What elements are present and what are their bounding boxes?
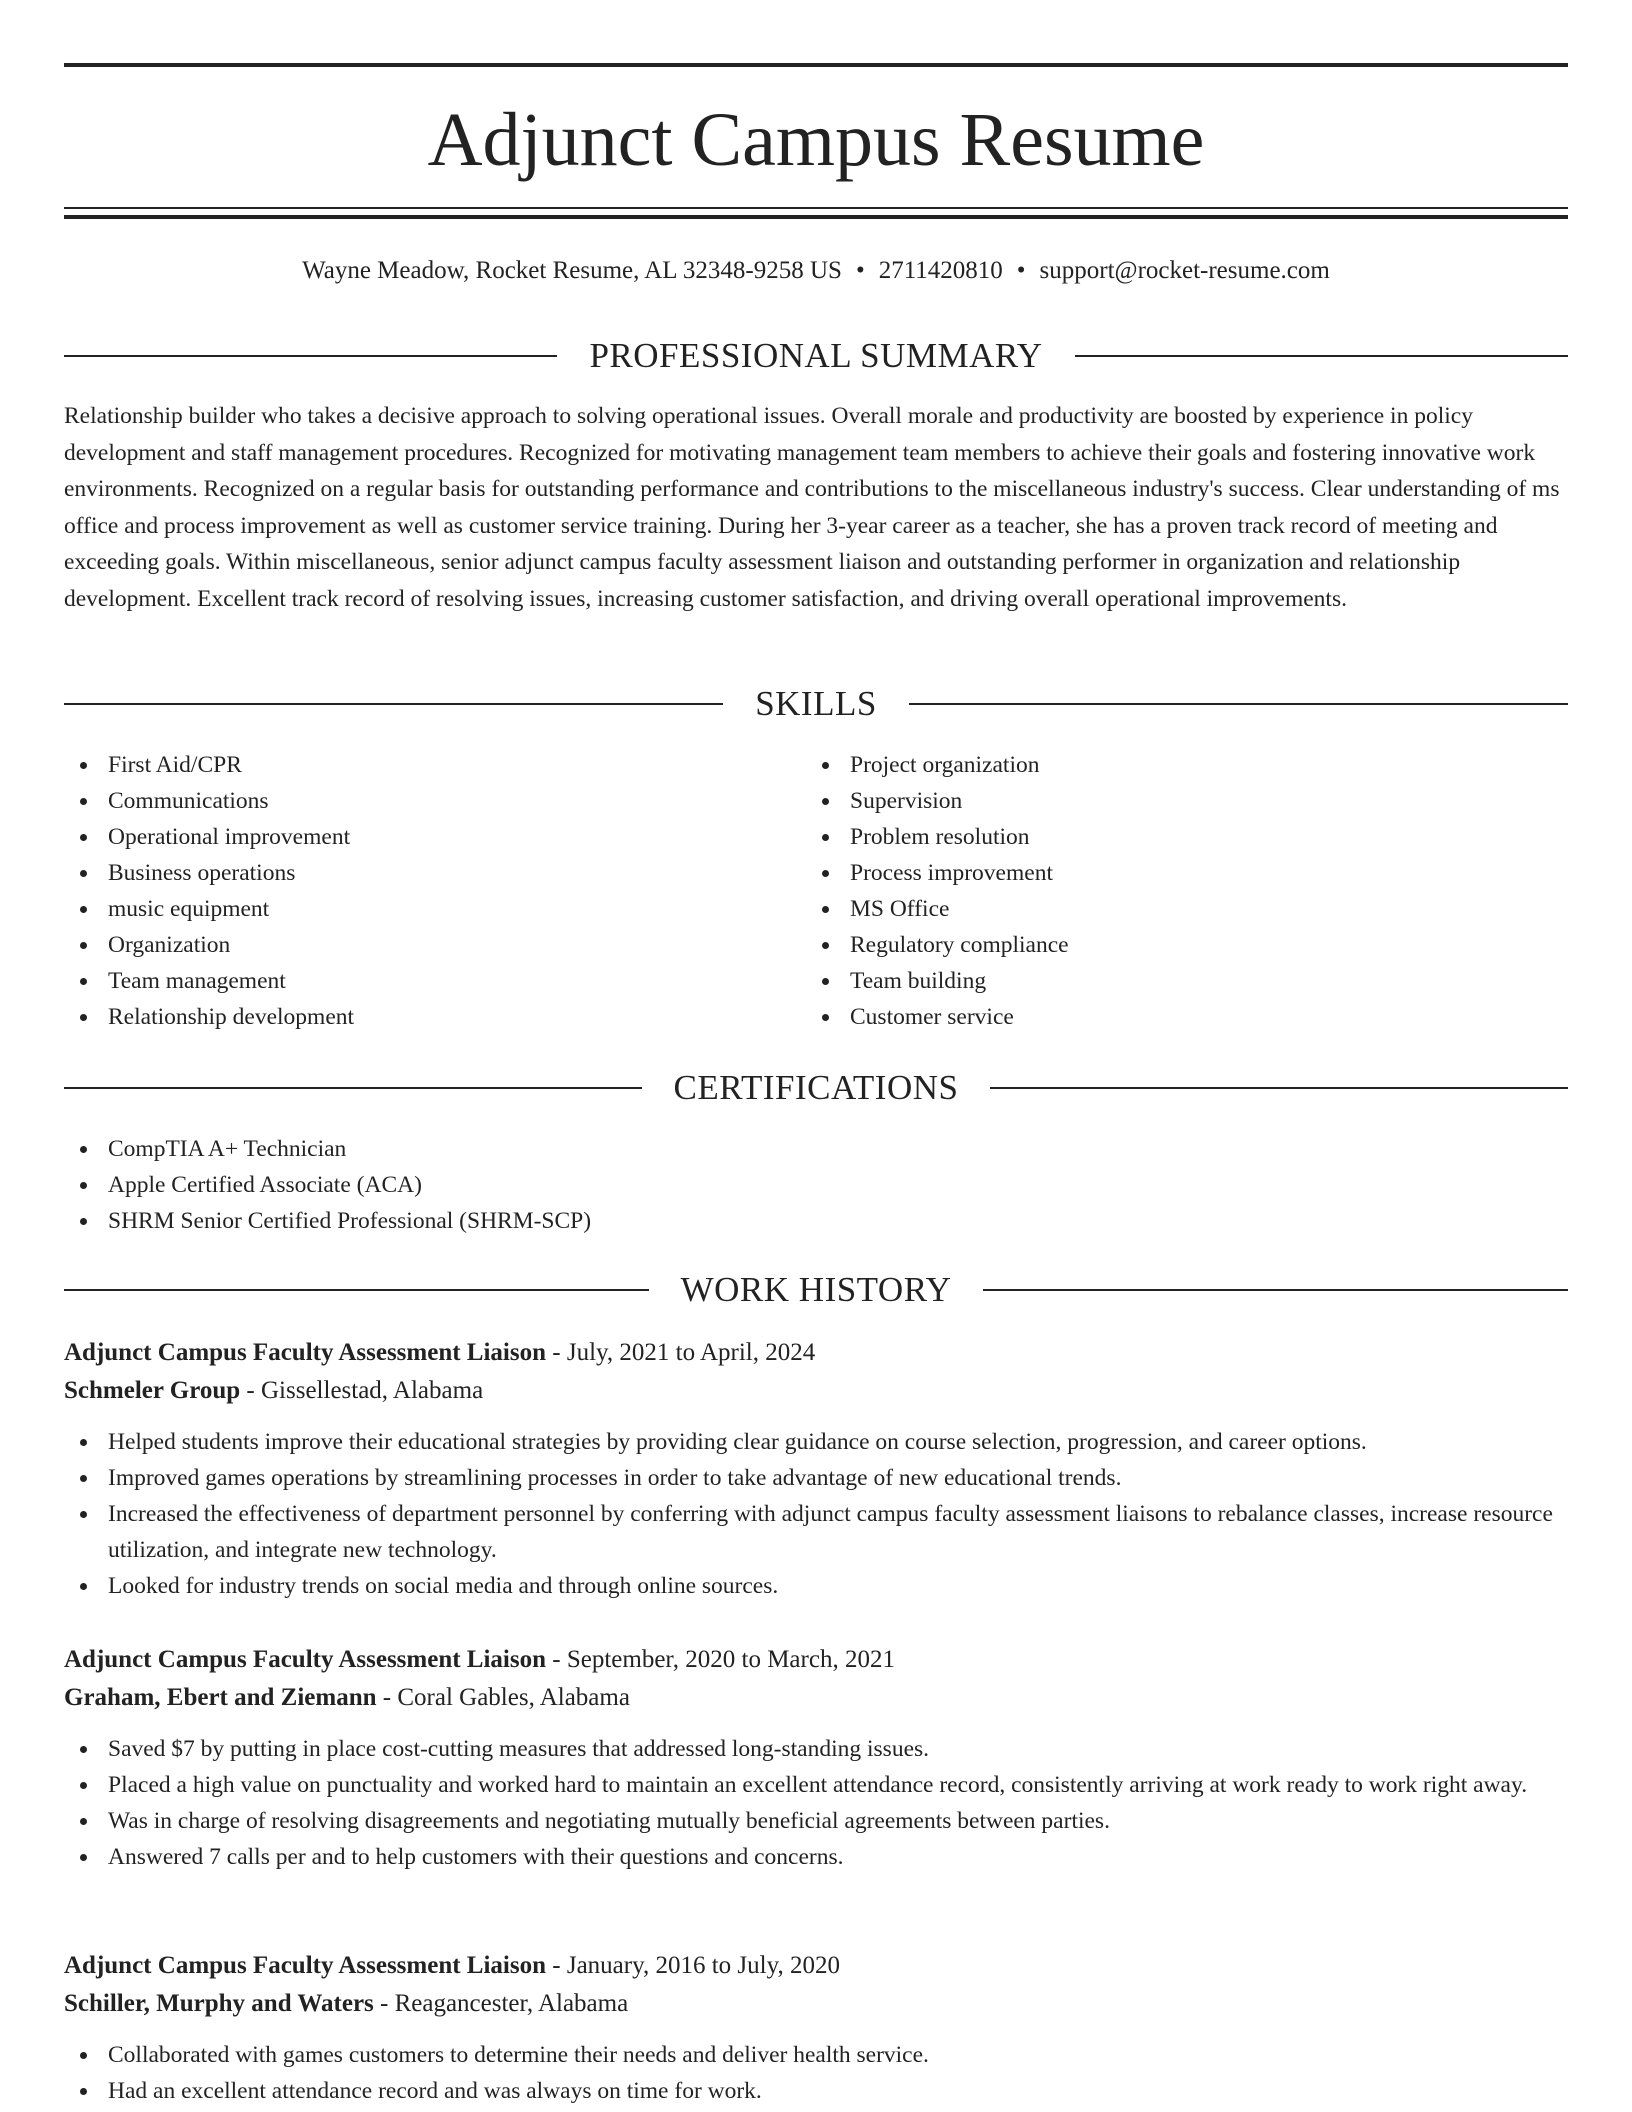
section-title-summary: PROFESSIONAL SUMMARY [589,336,1043,375]
skill-item: Business operations [64,855,804,891]
certifications-list [64,1131,1568,1239]
skill-item: music equipment [64,891,804,927]
skill-item: Organization [64,927,804,963]
section-title-certifications: CERTIFICATIONS [673,1068,959,1107]
job-location: - Coral Gables, Alabama [376,1684,630,1711]
job-location: - Reagancester, Alabama [373,1990,629,2017]
job-company: Schiller, Murphy and Waters [64,1990,374,2017]
job-bullets [64,1424,1568,1604]
header-rule-lower [64,215,1568,219]
job-bullet: Increased the effectiveness of department personnel by conferring with adjunct campus faculty assessment liaisons to rebalance classes, increase resource utilization, and integrate new technology. [64,1496,1568,1568]
page-title: Adjunct Campus Resume [427,98,1205,182]
job-company: Schmeler Group [64,1377,241,1404]
section-title-skills: SKILLS [755,684,877,723]
job-title: Adjunct Campus Faculty Assessment Liaison [64,1646,547,1673]
job-company: Graham, Ebert and Ziemann [64,1684,377,1711]
job-bullet: Saved $7 by putting in place cost-cutting measures that addressed long-standing issues. [64,1731,1568,1767]
certification-item: CompTIA A+ Technician [64,1131,1568,1167]
contact-separator: • [1016,257,1026,284]
header-rule-upper [64,207,1568,209]
contact-email[interactable]: support@rocket-resume.com [1039,257,1330,284]
contact-line [64,254,1568,288]
section-header-certifications [64,1066,1568,1110]
skill-item: Relationship development [64,999,804,1035]
section-header-skills [64,682,1568,726]
job-title: Adjunct Campus Faculty Assessment Liaison [64,1339,547,1366]
job-bullet: Had an excellent attendance record and was always on time for work. [64,2073,1568,2109]
job-title: Adjunct Campus Faculty Assessment Liaison [64,1952,547,1979]
job-bullets [64,2037,1568,2109]
section-rule-right [990,1087,1568,1089]
skill-item: Process improvement [806,855,1546,891]
job-dates: - September, 2020 to March, 2021 [546,1646,895,1673]
job-dates: - January, 2016 to July, 2020 [546,1952,840,1979]
section-title-work-history: WORK HISTORY [680,1270,952,1309]
skill-item: Operational improvement [64,819,804,855]
section-rule-right [909,703,1568,705]
certification-item: SHRM Senior Certified Professional (SHRM-SCP) [64,1203,1568,1239]
skills-list-right [806,747,1546,1035]
skills-list-left [64,747,804,1035]
section-rule-right [983,1289,1568,1291]
job-employer-line [64,1372,1568,1410]
job-bullet: Answered 7 calls per and to help customers with their questions and concerns. [64,1839,1568,1875]
contact-separator: • [855,257,865,284]
job-title-line [64,1947,1568,1985]
skill-item: MS Office [806,891,1546,927]
section-rule-left [64,703,723,705]
contact-phone: 2711420810 [878,257,1003,284]
job-entry [64,1334,1568,1604]
job-bullet: Helped students improve their educational strategies by providing clear guidance on course selection, progression, and career options. [64,1424,1568,1460]
section-header-work-history [64,1268,1568,1312]
job-entry [64,1947,1568,2109]
section-rule-left [64,1087,642,1089]
job-bullets [64,1731,1568,1875]
skill-item: Team building [806,963,1546,999]
skill-item: Problem resolution [806,819,1546,855]
certification-item: Apple Certified Associate (ACA) [64,1167,1568,1203]
job-title-line [64,1641,1568,1679]
contact-address: Wayne Meadow, Rocket Resume, AL 32348-9258 US [302,257,842,284]
section-rule-right [1075,355,1568,357]
skill-item: Customer service [806,999,1546,1035]
job-bullet: Looked for industry trends on social media and through online sources. [64,1568,1568,1604]
job-employer-line [64,1679,1568,1717]
job-bullet: Was in charge of resolving disagreements and negotiating mutually beneficial agreements between parties. [64,1803,1568,1839]
skill-item: First Aid/CPR [64,747,804,783]
header-top-rule [64,63,1568,67]
section-rule-left [64,1289,649,1291]
job-bullet: Placed a high value on punctuality and worked hard to maintain an excellent attendance record, consistently arriving at work ready to work right away. [64,1767,1568,1803]
job-bullet: Collaborated with games customers to determine their needs and deliver health service. [64,2037,1568,2073]
section-header-summary [64,334,1568,378]
skill-item: Communications [64,783,804,819]
job-employer-line [64,1985,1568,2023]
skill-item: Team management [64,963,804,999]
skill-item: Project organization [806,747,1546,783]
job-location: - Gissellestad, Alabama [240,1377,484,1404]
section-rule-left [64,355,557,357]
skill-item: Supervision [806,783,1546,819]
job-bullet: Improved games operations by streamlining processes in order to take advantage of new educational trends. [64,1460,1568,1496]
job-title-line [64,1334,1568,1372]
job-entry [64,1641,1568,1875]
skill-item: Regulatory compliance [806,927,1546,963]
summary-paragraph: Relationship builder who takes a decisive approach to solving operational issues. Overall morale and productivity are boosted by experience in policy development and staff management procedures. Recognized for motivating management team members to achieve their goals and fostering innovative work environments. Recognized on a regular basis for outstanding performance and contributions to the miscellaneous industry's success. Clear understanding of ms office and process improvement as well as customer service training. During her 3-year career as a teacher, she has a proven track record of meeting and exceeding goals. Within miscellaneous, senior adjunct campus faculty assessment liaison and outstanding performer in organization and relationship development. Excellent track record of resolving issues, increasing customer satisfaction, and driving overall operational improvements. [64,403,1560,612]
job-dates: - July, 2021 to April, 2024 [546,1339,816,1366]
